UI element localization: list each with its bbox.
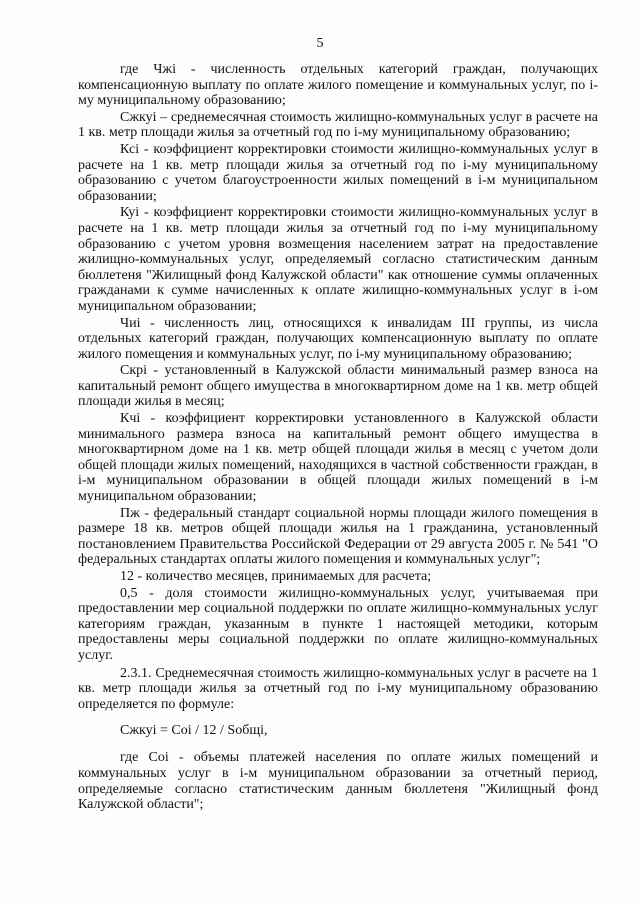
- paragraph-kui-definition: Куі - коэффициент корректировки стоимости жилищно-коммунальных услуг в расчете на 1 кв. метр площади жилья за отчетный год по і-му муниципальному образованию с учетом уровня возмещения населением затрат на предоставление жилищно-коммунальных услуг, определяемый согласно статистическим данным бюллетеня "Жилищный фонд Калужской области" как отношение суммы оплаченных гражданами к сумме начисленных к оплате жилищно-коммунальных услуг в і-ом муниципальном образовании;: [78, 205, 598, 314]
- formula-szhkui: Сжкуі = Соі / 12 / Sобщі,: [120, 723, 268, 739]
- paragraph-chzhi-definition: где Чжі - численность отдельных категорий граждан, получающих компенсационную выплату по оплате жилого помещение и коммунальных услуг, по і-му муниципальному образованию;: [78, 62, 598, 109]
- paragraph-chii-definition: Чиі - численность лиц, относящихся к инвалидам III группы, из числа отдельных категорий граждан, получающих компенсационную выплату по оплате жилого помещения и коммунальных услуг, по і-му муниципальному образованию;: [78, 315, 598, 362]
- paragraph-months-definition: 12 - количество месяцев, принимаемых для расчета;: [120, 569, 432, 584]
- paragraph-kchi-definition: Кчі - коэффициент корректировки установленного в Калужской области минимального размера взноса на капитальный ремонт общего имущества в многоквартирном доме на 1 кв. метр общей площади жилья в месяц с учетом доли общей площади жилых помещений, находящихся в частной собственности граждан, в і-м муниципальном образовании в общей площади жилых помещений в і-м муниципальном образовании;: [78, 411, 598, 505]
- paragraph-ksi-definition: Ксі - коэффициент корректировки стоимости жилищно-коммунальных услуг в расчете на 1 кв. метр площади жилья за отчетный год по і-му муниципальному образованию с учетом благоустроенности жилых помещений в і-м муниципальном образовании;: [78, 141, 598, 204]
- page-number: 5: [316, 36, 324, 51]
- paragraph-share-definition: 0,5 - доля стоимости жилищно-коммунальных услуг, учитываемая при предоставлении мер социальной поддержки по оплате жилищно-коммунальных услуг категориям граждан, указанным в пункте 1 настоящей методики, которым предоставлены меры социальной поддержки по оплате жилищно-коммунальных услуг.: [78, 585, 598, 663]
- paragraph-soi-definition: где Соі - объемы платежей населения по оплате жилых помещений и коммунальных услуг в і-м муниципальном образовании за отчетный период, определяемые согласно статистическим данным бюллетеня "Жилищный фонд Калужской области";: [78, 750, 598, 813]
- paragraph-szhkui-definition: Сжкуі – среднемесячная стоимость жилищно-коммунальных услуг в расчете на 1 кв. метр площади жилья за отчетный год по і-му муниципальному образованию;: [78, 109, 598, 141]
- paragraph-section-2-3-1: 2.3.1. Среднемесячная стоимость жилищно-коммунальных услуг в расчете на 1 кв. метр площади жилья за отчетный год по і-му муниципальному образованию определяется по формуле:: [78, 665, 598, 712]
- paragraph-skri-definition: Скрі - установленный в Калужской области минимальный размер взноса на капитальный ремонт общего имущества в многоквартирном доме на 1 кв. метр общей площади жилья в месяц;: [78, 363, 598, 410]
- paragraph-pzh-definition: Пж - федеральный стандарт социальной нормы площади жилого помещения в размере 18 кв. метров общей площади жилья на 1 гражданина, установленный постановлением Правительства Российской Федерации от 29 августа 2005 г. № 541 "О федеральных стандартах оплаты жилого помещения и коммунальных услуг";: [78, 505, 598, 568]
- document-body: [78, 62, 598, 814]
